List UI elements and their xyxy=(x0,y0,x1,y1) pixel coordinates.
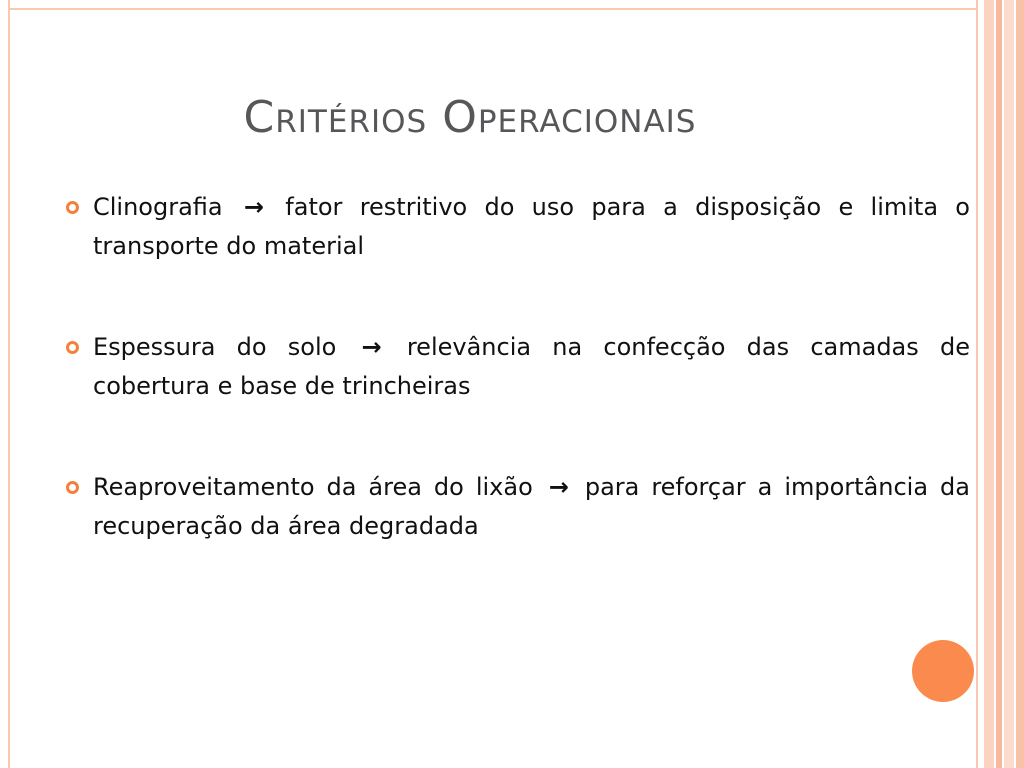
decorative-stripe xyxy=(996,0,1002,768)
bullet-text: para reforçar a importância da recuperação da área degradada xyxy=(93,473,970,540)
bullet-text: fator restritivo do uso para a disposição e limita o transporte do material xyxy=(93,193,970,260)
frame-line-right xyxy=(976,0,978,768)
bullet-list xyxy=(60,188,970,608)
bullet-term: Espessura do solo xyxy=(93,333,337,361)
decorative-stripe xyxy=(1004,0,1014,768)
bullet-term: Reaproveitamento da área do lixão xyxy=(93,473,533,501)
frame-line-top xyxy=(8,8,978,10)
bullet-ring-icon xyxy=(66,481,79,494)
bullet-text: relevância na confecção das camadas de cobertura e base de trincheiras xyxy=(93,333,970,400)
bullet-item xyxy=(60,468,970,546)
right-arrow-icon: → xyxy=(548,473,569,501)
bullet-ring-icon xyxy=(66,201,79,214)
bullet-ring-icon xyxy=(66,341,79,354)
right-arrow-icon: → xyxy=(361,333,382,361)
bullet-term: Clinografia xyxy=(93,193,223,221)
right-arrow-icon: → xyxy=(243,193,265,221)
decorative-stripe xyxy=(984,0,994,768)
slide-title: Critérios Operacionais xyxy=(243,92,697,143)
decorative-circle xyxy=(912,640,974,702)
bullet-item xyxy=(60,188,970,266)
bullet-item xyxy=(60,328,970,406)
decorative-stripe xyxy=(1016,0,1024,768)
frame-line-left xyxy=(8,0,10,768)
